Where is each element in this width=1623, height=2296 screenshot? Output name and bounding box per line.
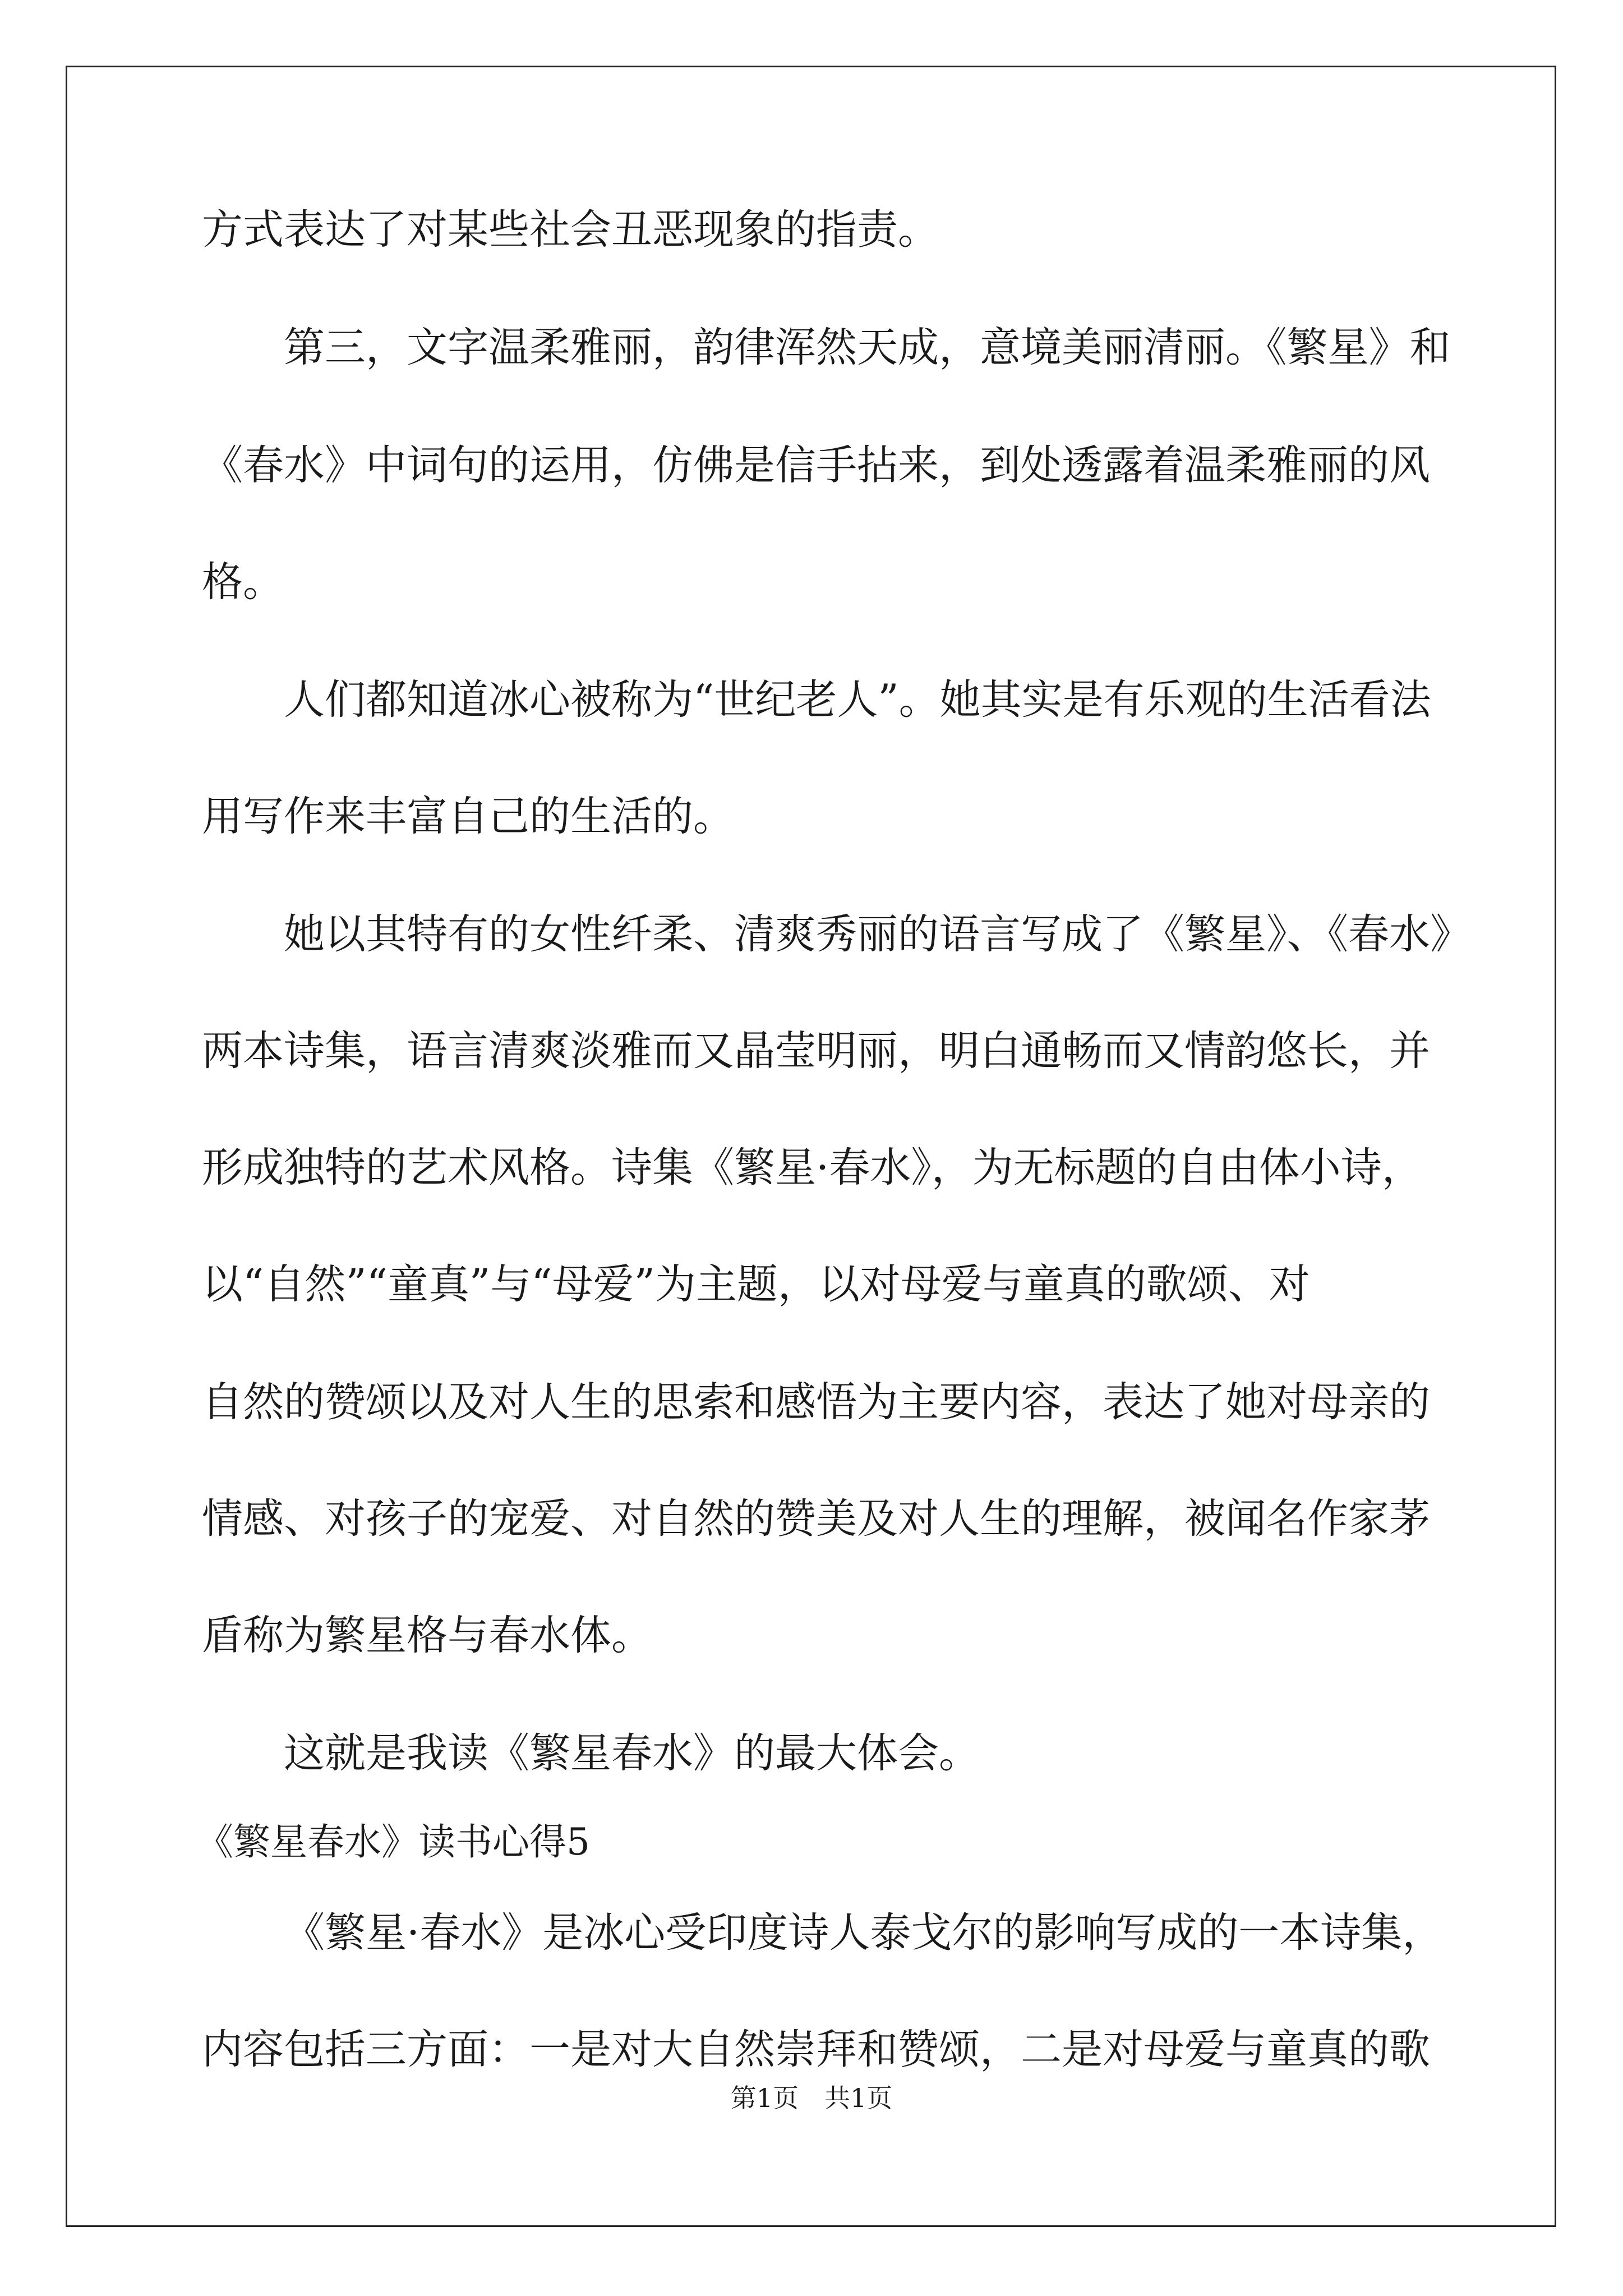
paragraph-line: 这就是我读《繁星春水》的最大体会。 <box>284 1729 980 1777</box>
paragraph-line: 情感、对孩子的宠爱、对自然的赞美及对人生的理解，被闻名作家茅 <box>202 1495 1430 1543</box>
paragraph-line: 用写作来丰富自己的生活的。 <box>202 793 734 840</box>
paragraph-line: 两本诗集，语言清爽淡雅而又晶莹明丽，明白通畅而又情韵悠长，并 <box>202 1027 1430 1075</box>
paragraph-line: 人们都知道冰心被称为“世纪老人”。她其实是有乐观的生活看法 <box>284 676 1431 724</box>
paragraph-line: 第三，文字温柔雅丽，韵律浑然天成，意境美丽清丽。《繁星》和 <box>284 324 1451 371</box>
paragraph-line: 《春水》中词句的运用，仿佛是信手拈来，到处透露着温柔雅丽的风 <box>202 441 1430 489</box>
paragraph-line: 方式表达了对某些社会丑恶现象的指责。 <box>202 206 939 254</box>
section-heading: 《繁星春水》读书心得5 <box>196 1820 590 1864</box>
page-footer: 第1页 共1页 <box>730 2083 893 2113</box>
paragraph-line: 自然的赞颂以及对人生的思索和感悟为主要内容，表达了她对母亲的 <box>202 1378 1430 1426</box>
paragraph-line: 形成独特的艺术风格。诗集《繁星·春水》，为无标题的自由体小诗， <box>202 1144 1423 1191</box>
paragraph-line: 内容包括三方面：一是对大自然崇拜和赞颂，二是对母爱与童真的歌 <box>202 2026 1430 2073</box>
paragraph-line: 她以其特有的女性纤柔、清爽秀丽的语言写成了《繁星》、《春水》 <box>284 910 1471 958</box>
paragraph-line: 以“自然”“童真”与“母爱”为主题，以对母爱与童真的歌颂、对 <box>202 1260 1310 1308</box>
paragraph-line: 盾称为繁星格与春水体。 <box>202 1612 652 1659</box>
paragraph-line: 格。 <box>202 558 284 606</box>
paragraph-line: 《繁星·春水》是冰心受印度诗人泰戈尔的影响写成的一本诗集， <box>284 1909 1444 1957</box>
